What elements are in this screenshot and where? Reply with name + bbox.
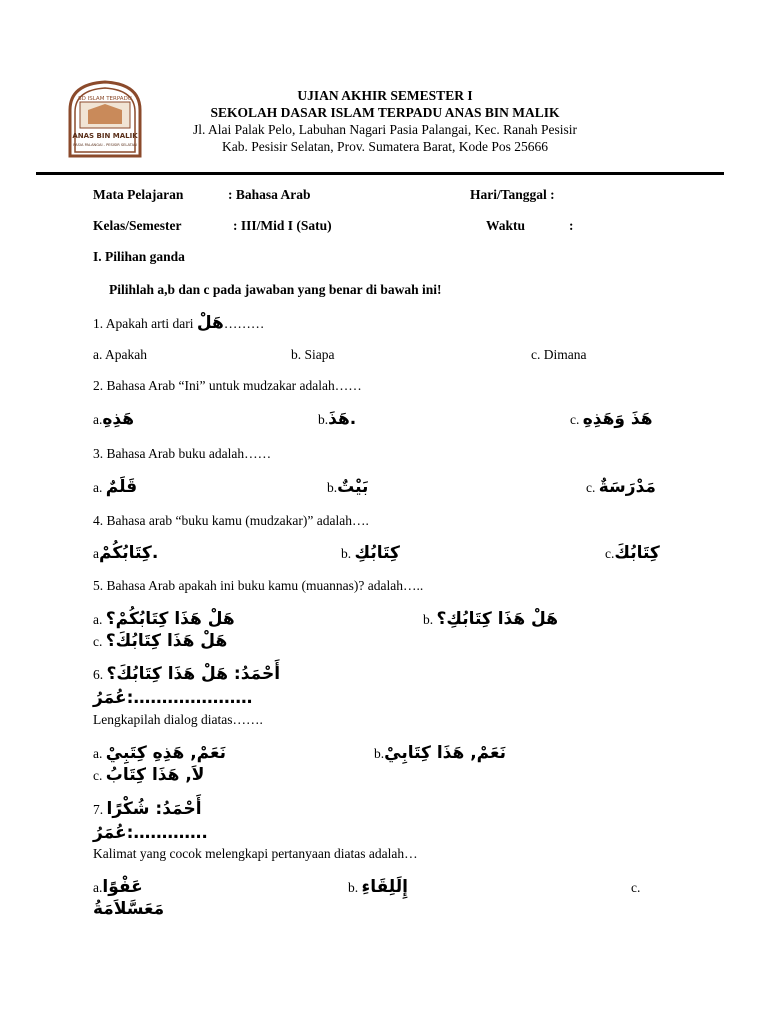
q3-option-a-arabic: قَلَمٌ	[105, 477, 138, 497]
q5-option-a: a. هَلْ هَذَا كِتَابُكُمْ؟	[93, 609, 235, 629]
q1-option-a: a. Apakah	[93, 347, 147, 362]
q2-option-b-arabic: هَذَ.	[328, 409, 357, 429]
school-address-line2: Kab. Pesisir Selatan, Prov. Sumatera Barat, Kode Pos 25666	[221, 139, 549, 154]
question-4-text: 4. Bahasa arab “buku kamu (mudzakar)” adalah….	[93, 513, 369, 528]
logo-text-bottom: PASIA PALANGAI - PESISIR SELATAN	[73, 143, 137, 147]
q3-option-b-arabic: بَيْتٌ	[337, 477, 369, 497]
q3-option-b: b.بَيْتٌ	[327, 477, 369, 497]
q5-option-a-arabic: هَلْ هَذَا كِتَابُكُمْ؟	[105, 609, 235, 629]
section-instruction: Pilihlah a,b dan c pada jawaban yang benar di bawah ini!	[109, 282, 442, 297]
q5-option-b: b. هَلْ هَذَا كِتَابُكِ؟	[423, 609, 559, 629]
class-value: : III/Mid I (Satu)	[233, 218, 332, 233]
question-3-text: 3. Bahasa Arab buku adalah……	[93, 446, 272, 461]
q2-option-a-arabic: هَذِهِ	[102, 409, 135, 429]
section-title: I. Pilihan ganda	[93, 249, 185, 264]
q3-option-a: a. قَلَمٌ	[93, 477, 138, 497]
q5-option-c-arabic: هَلْ هَذَا كِتَابُكَ؟	[105, 631, 228, 651]
question-1-text: 1. Apakah arti dari	[93, 316, 197, 331]
q4-option-a-arabic: كِتَابُكُمْ.	[99, 543, 159, 563]
q6-option-a-arabic: نَعَمْ, هَذِهِ كِتَبِيْ	[105, 743, 226, 763]
date-label: Hari/Tanggal :	[470, 187, 555, 202]
q2-option-a: a.هَذِهِ	[93, 409, 135, 429]
q1-option-c: c. Dimana	[531, 347, 587, 362]
school-logo	[66, 80, 144, 158]
q2-option-c: c. هَذَ وَهَذِهِ	[570, 409, 653, 429]
question-6-dialog-1: أَحْمَدُ: هَلْ هَذَا كِتَابُكَ؟	[106, 664, 281, 684]
q3-option-c: c. مَدْرَسَةٌ	[586, 477, 656, 497]
question-1-arabic: هَلْ	[196, 313, 224, 333]
question-6: 6. أَحْمَدُ: هَلْ هَذَا كِتَابُكَ؟	[93, 664, 281, 684]
q5-option-c: c. هَلْ هَذَا كِتَابُكَ؟	[93, 631, 228, 651]
q2-option-c-arabic: هَذَ وَهَذِهِ	[582, 409, 653, 429]
q6-option-b-arabic: نَعَمْ, هَذَا كِتَابِيْ	[384, 743, 506, 763]
time-colon: :	[569, 218, 574, 233]
q7-option-b: b. إِلَلِقَاءِ	[348, 877, 408, 897]
question-7-dialog-1: أَحْمَدُ: شُكْرًا	[106, 799, 202, 819]
question-1	[93, 313, 264, 333]
school-name: SEKOLAH DASAR ISLAM TERPADU ANAS BIN MALIK	[210, 105, 560, 120]
q4-option-c-arabic: كِتَابُكَ	[614, 543, 660, 563]
question-7-text: Kalimat yang cocok melengkapi pertanyaan diatas adalah…	[93, 846, 418, 861]
header-divider	[36, 172, 724, 175]
q4-option-b: b. كِتَابُكِ	[341, 543, 400, 563]
question-6-text: Lengkapilah dialog diatas…….	[93, 712, 263, 727]
q4-option-a: aكِتَابُكُمْ.	[93, 543, 159, 563]
logo-text-main: ANAS BIN MALIK	[72, 132, 138, 140]
question-7: 7. أَحْمَدُ: شُكْرًا	[93, 799, 202, 819]
q7-option-c-arabic: مَعَسَّلاَمَةُ	[93, 899, 165, 919]
q6-option-c-arabic: لاَ, هَذَا كِتَابُ	[105, 765, 205, 785]
exam-title: UJIAN AKHIR SEMESTER I	[297, 88, 473, 103]
q4-option-c: c.كِتَابُكَ	[605, 543, 660, 563]
question-1-dots: ………	[223, 316, 265, 331]
question-2-text: 2. Bahasa Arab “Ini” untuk mudzakar adalah……	[93, 378, 362, 393]
q7-option-c-label: c.	[631, 880, 641, 895]
q7-option-b-arabic: إِلَلِقَاءِ	[361, 877, 408, 897]
time-label: Waktu	[486, 218, 526, 233]
question-7-dialog-2: عُمَرُ:………….	[93, 823, 208, 843]
q6-option-b: b.نَعَمْ, هَذَا كِتَابِيْ	[374, 743, 506, 763]
school-address-line1: Jl. Alai Palak Pelo, Labuhan Nagari Pasia Palangai, Kec. Ranah Pesisir	[193, 122, 577, 137]
q3-option-c-arabic: مَدْرَسَةٌ	[598, 477, 656, 497]
q7-option-a: a.عَفْوًا	[93, 877, 143, 897]
q5-option-b-arabic: هَلْ هَذَا كِتَابُكِ؟	[436, 609, 559, 629]
subject-label: Mata Pelajaran	[93, 187, 184, 202]
logo-text-top: SD ISLAM TERPADU	[78, 96, 132, 102]
q4-option-b-arabic: كِتَابُكِ	[354, 543, 400, 563]
q6-option-c: c. لاَ, هَذَا كِتَابُ	[93, 765, 205, 785]
q7-option-a-arabic: عَفْوًا	[102, 877, 143, 897]
class-label: Kelas/Semester	[93, 218, 182, 233]
question-6-dialog-2: عُمَرُ:…………………	[93, 688, 253, 708]
subject-value: : Bahasa Arab	[228, 187, 311, 202]
q2-option-b: b.هَذَ.	[318, 409, 357, 429]
q6-option-a: a. نَعَمْ, هَذِهِ كِتَبِيْ	[93, 743, 226, 763]
question-5-text: 5. Bahasa Arab apakah ini buku kamu (muannas)? adalah…..	[93, 578, 424, 593]
q1-option-b: b. Siapa	[291, 347, 335, 362]
